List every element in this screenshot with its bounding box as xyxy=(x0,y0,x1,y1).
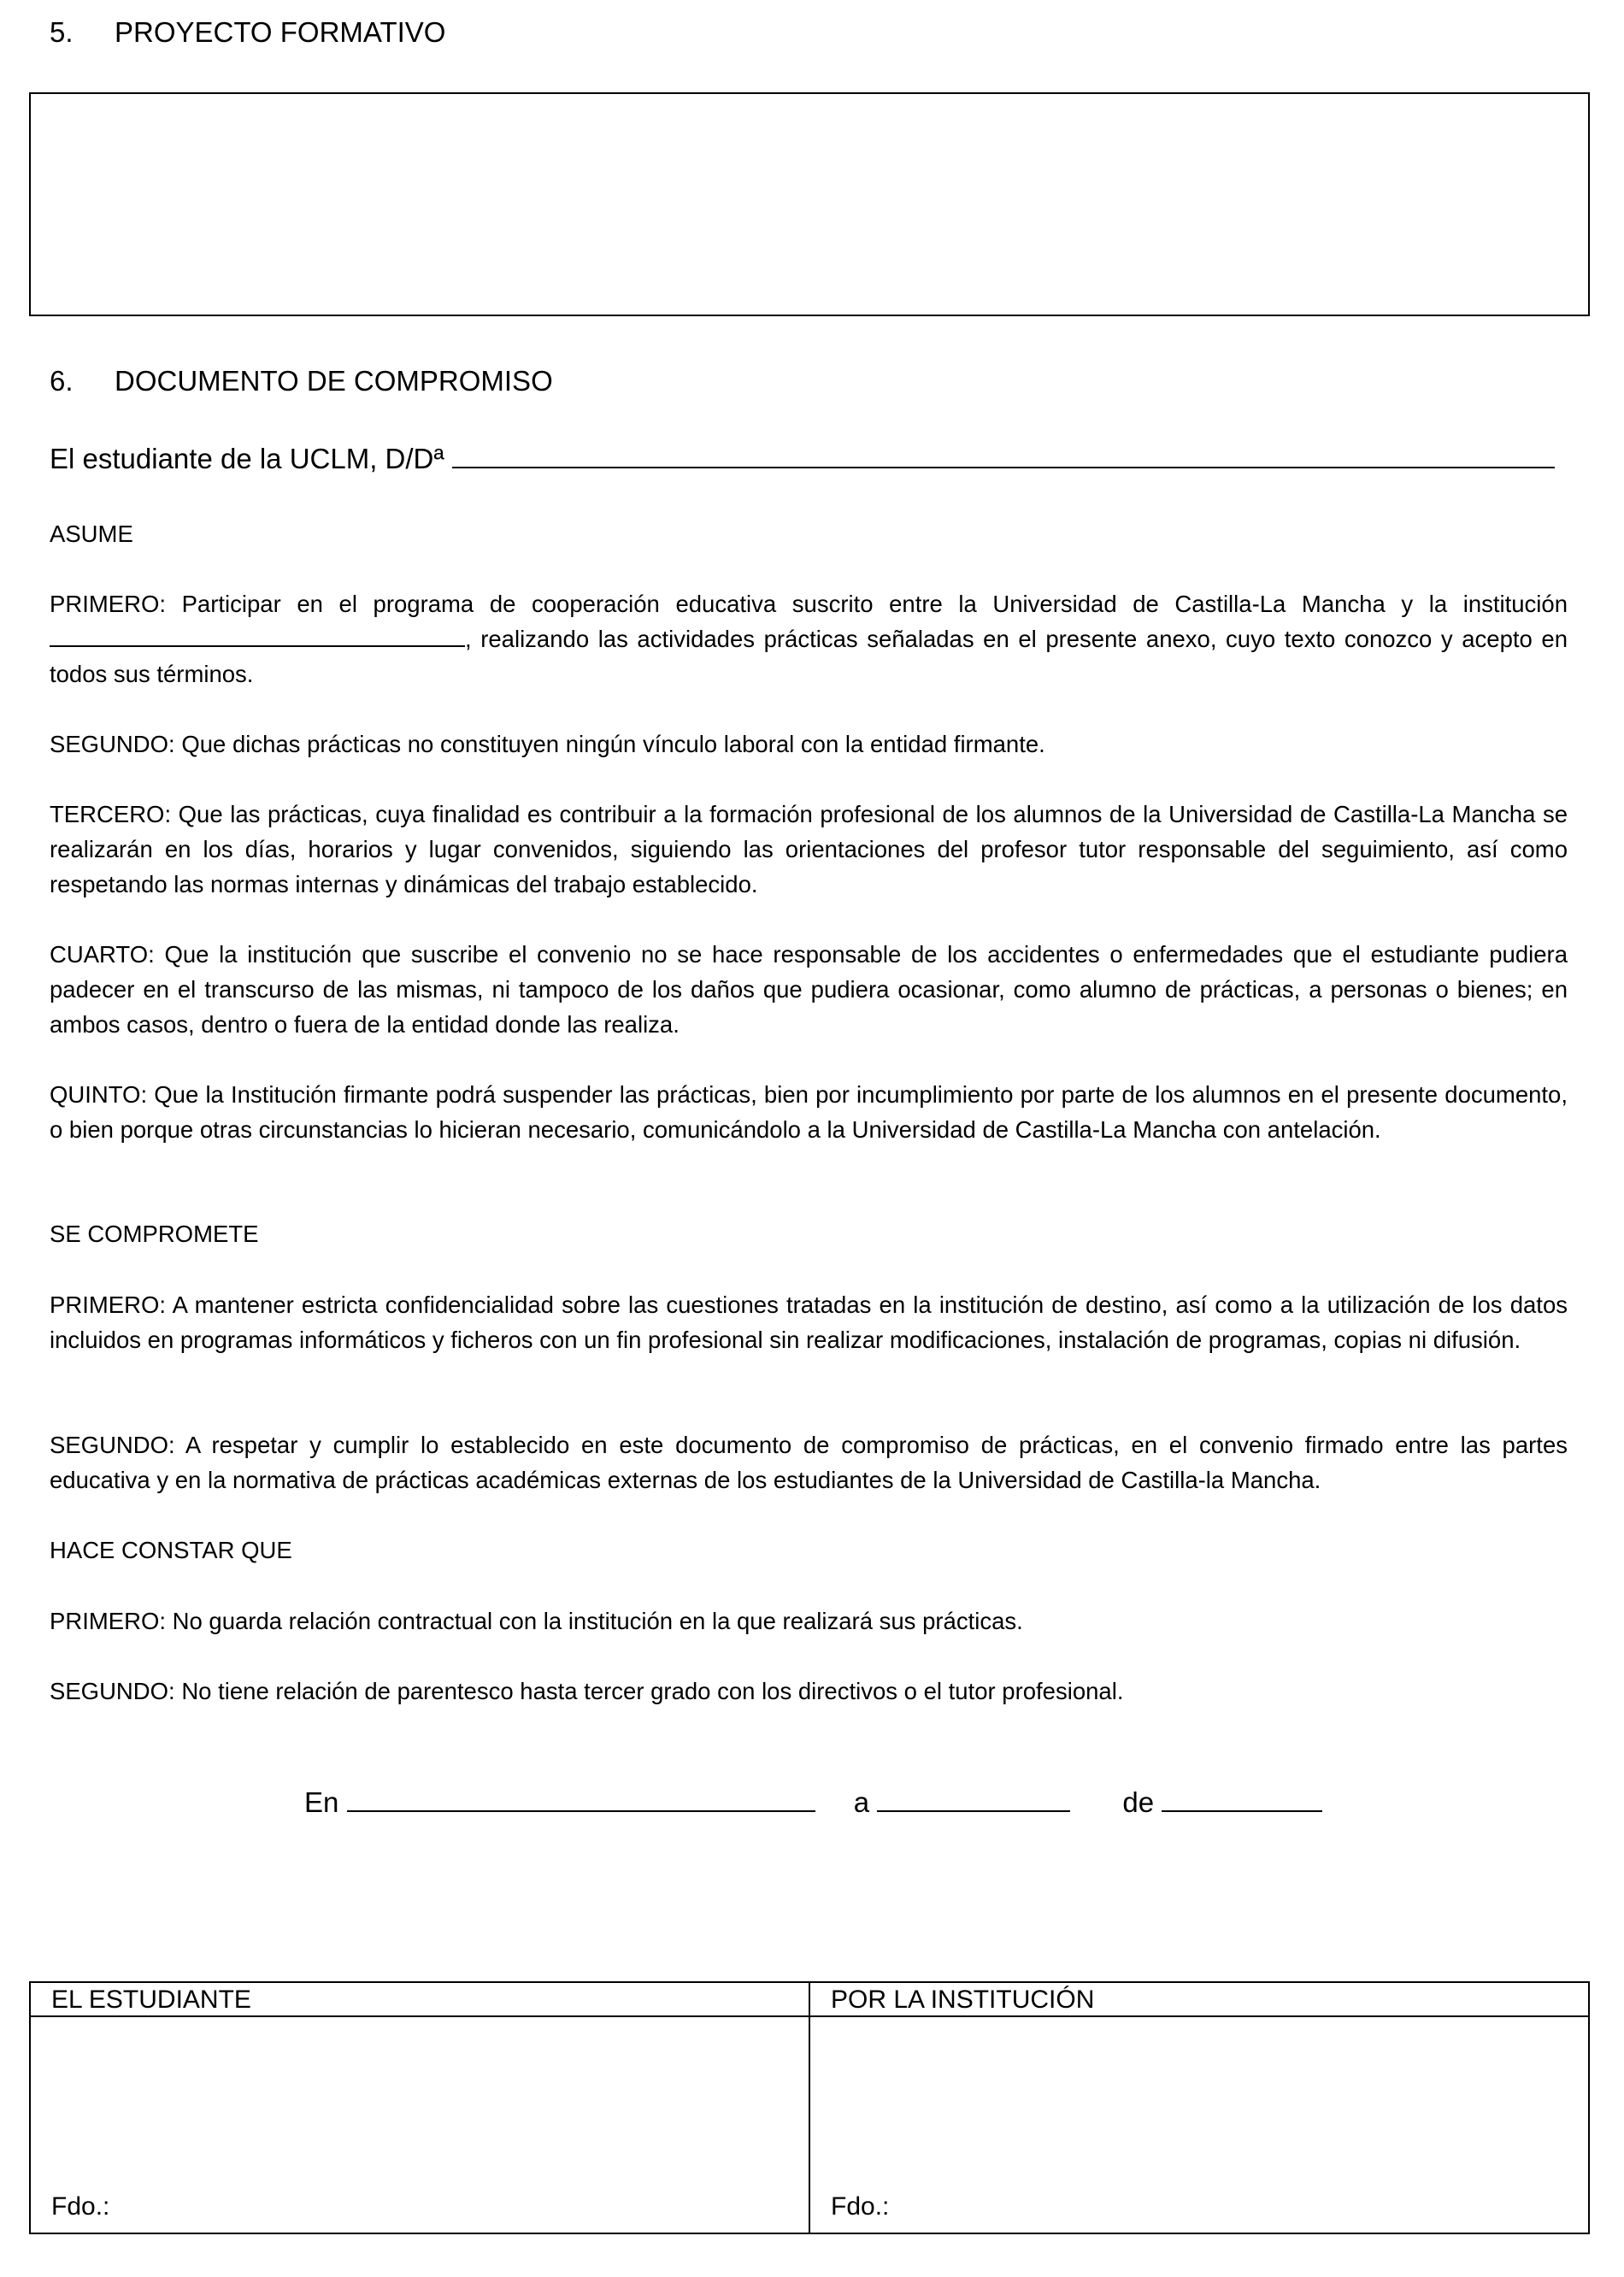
student-signature-cell[interactable] xyxy=(31,1983,810,2233)
month-blank[interactable] xyxy=(1162,1785,1322,1812)
date-a-label: a xyxy=(853,1786,870,1818)
asume-primero xyxy=(50,586,1568,691)
compromete-heading: SE COMPROMETE xyxy=(50,1221,259,1247)
student-signature-header: EL ESTUDIANTE xyxy=(31,1983,809,2017)
section-5-number: 5. xyxy=(50,16,74,48)
institution-signature-cell[interactable] xyxy=(810,1983,1588,2233)
student-line-label: El estudiante de la UCLM, D/Dª xyxy=(50,443,444,474)
day-blank[interactable] xyxy=(877,1785,1070,1812)
institution-blank[interactable] xyxy=(50,623,465,647)
student-name-blank[interactable] xyxy=(452,441,1555,468)
institution-fdo-label: Fdo.: xyxy=(831,2192,890,2221)
proyecto-formativo-box[interactable] xyxy=(29,92,1590,316)
student-fdo-label: Fdo.: xyxy=(51,2192,110,2221)
hace-constar-segundo: SEGUNDO: No tiene relación de parentesco hasta tercer grado con los directivos o el tutor profesional. xyxy=(50,1678,1124,1704)
date-de-label: de xyxy=(1122,1786,1155,1818)
asume-heading: ASUME xyxy=(50,521,133,547)
asume-quinto: QUINTO: Que la Institución firmante podrá suspender las prácticas, bien por incumplimiento por parte de los alumnos en el presente documento, o bien porque otras circunstancias lo hicieran necesario, comunicándolo a la Universidad de Castilla-La Mancha con antelación. xyxy=(50,1081,1568,1143)
place-blank[interactable] xyxy=(347,1785,815,1812)
student-name-line xyxy=(50,441,1555,477)
hace-constar-primero: PRIMERO: No guarda relación contractual con la institución en la que realizará sus prácticas. xyxy=(50,1608,1023,1634)
signature-table xyxy=(29,1981,1590,2234)
compromete-primero: PRIMERO: A mantener estricta confidencialidad sobre las cuestiones tratadas en la institución de destino, así como a la utilización de los datos incluidos en programas informáticos y ficheros con un fin profesional sin realizar modificaciones, instalación de programas, copias ni difusión. xyxy=(50,1291,1568,1353)
asume-segundo: SEGUNDO: Que dichas prácticas no constituyen ningún vínculo laboral con la entidad firmante. xyxy=(50,731,1045,757)
date-line xyxy=(304,1785,1322,1821)
asume-cuarto: CUARTO: Que la institución que suscribe el convenio no se hace responsable de los accidentes o enfermedades que el estudiante pudiera padecer en el transcurso de las mismas, ni tampoco de los daños que pudiera ocasionar, como alumno de prácticas, a personas o bienes; en ambos casos, dentro o fuera de la entidad donde las realiza. xyxy=(50,941,1568,1038)
compromete-segundo: SEGUNDO: A respetar y cumplir lo establecido en este documento de compromiso de prácticas, en el convenio firmado entre las partes educativa y en la normativa de prácticas académicas externas de los estudiantes de la Universidad de Castilla-la Mancha. xyxy=(50,1432,1568,1493)
institution-signature-header: POR LA INSTITUCIÓN xyxy=(810,1983,1588,2017)
asume-primero-text-b: , realizando las actividades prácticas señaladas en el presente anexo, cuyo texto conozco y acepto en todos sus términos. xyxy=(50,626,1568,687)
section-6-heading xyxy=(50,364,553,398)
asume-tercero: TERCERO: Que las prácticas, cuya finalidad es contribuir a la formación profesional de los alumnos de la Universidad de Castilla-La Mancha se realizarán en los días, horarios y lugar convenidos, siguiendo las orientaciones del profesor tutor responsable del seguimiento, así como respetando las normas internas y dinámicas del trabajo establecido. xyxy=(50,801,1568,897)
section-5-heading xyxy=(50,15,445,50)
section-5-title: PROYECTO FORMATIVO xyxy=(115,16,446,48)
section-6-number: 6. xyxy=(50,365,74,397)
asume-primero-text-a: PRIMERO: Participar en el programa de cooperación educativa suscrito entre la Universidad de Castilla-La Mancha y la institución xyxy=(50,591,1568,617)
section-6-title: DOCUMENTO DE COMPROMISO xyxy=(115,365,553,397)
date-en-label: En xyxy=(304,1786,339,1818)
hace-constar-heading: HACE CONSTAR QUE xyxy=(50,1537,292,1563)
